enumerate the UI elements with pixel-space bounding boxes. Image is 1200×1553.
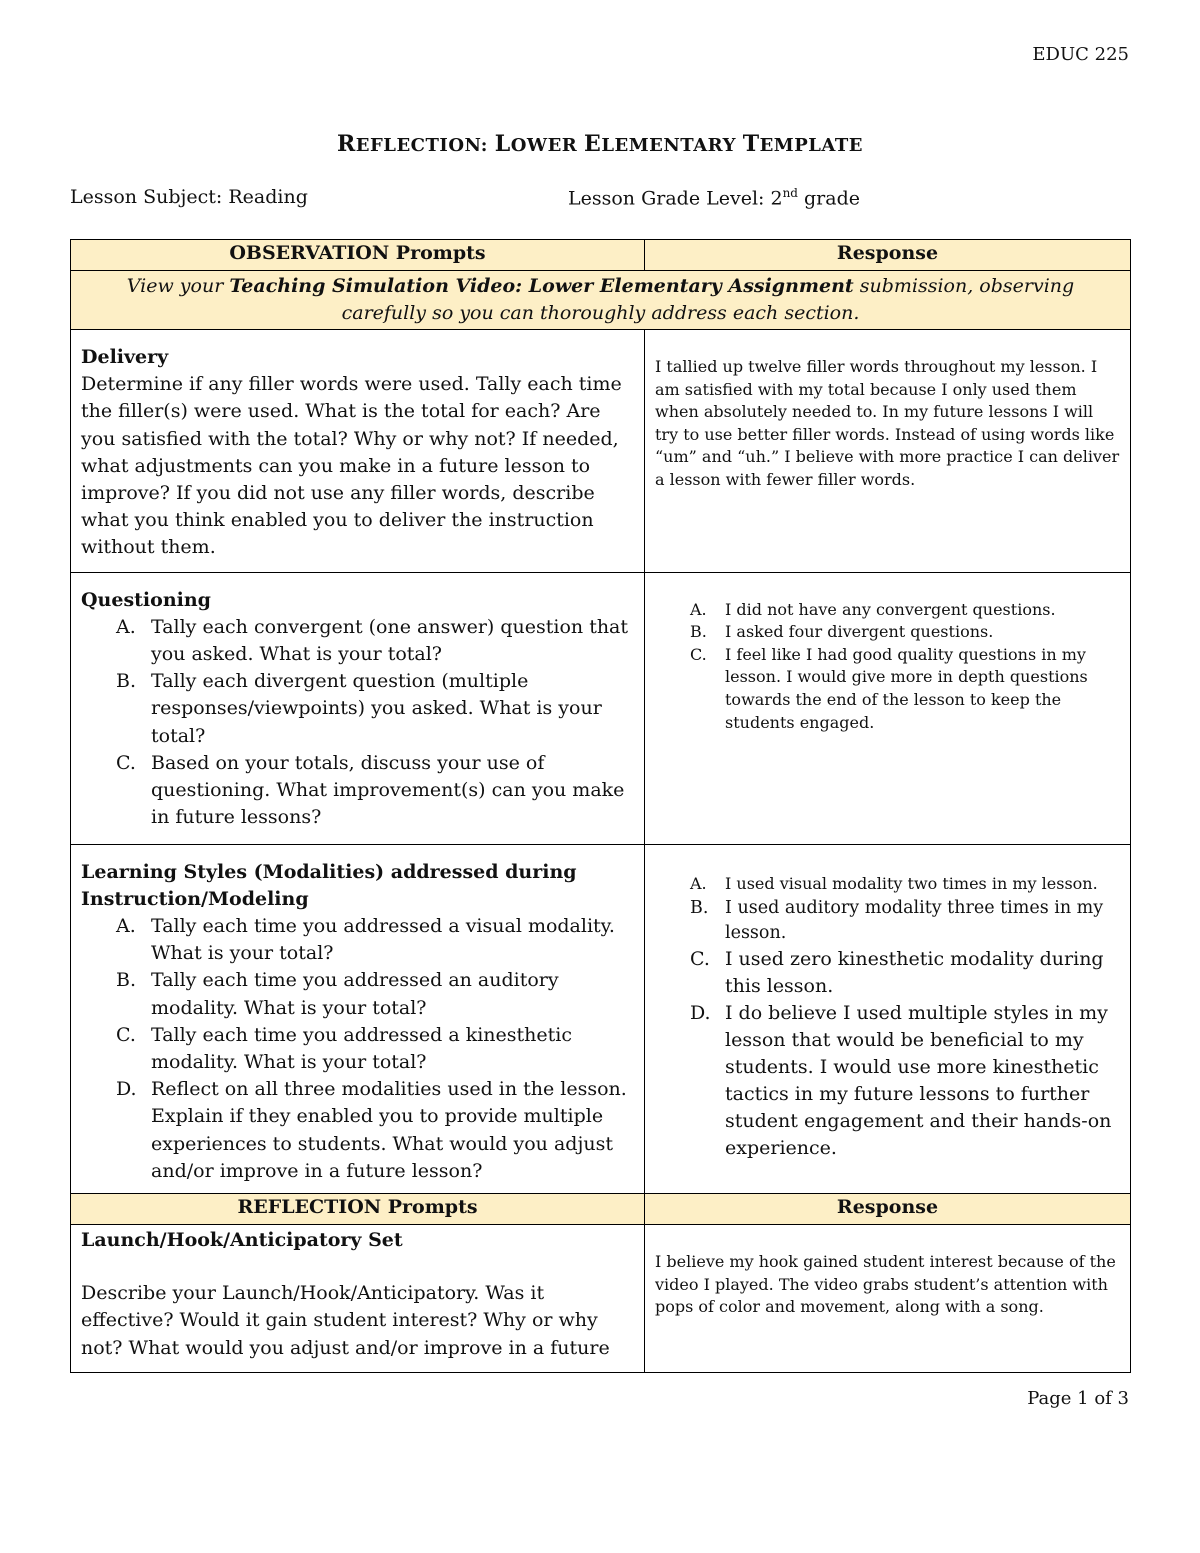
learning-styles-response[interactable] (645, 844, 1131, 1196)
reflection-response-header: Response (645, 1194, 1131, 1225)
observation-response-header: Response (645, 240, 1131, 271)
learning-styles-prompt-list (81, 913, 634, 1185)
document-title: REFLECTION: LOWER ELEMENTARY TEMPLATE (337, 131, 863, 157)
launch-prompt-cell (71, 1225, 645, 1373)
reflection-table (70, 1193, 1131, 1373)
list-item: B. I used auditory modality three times in my lesson. (690, 897, 1104, 943)
list-item: B. Tally each time you addressed an auditory modality. What is your total? (116, 969, 559, 1019)
launch-heading: Launch/Hook/Anticipatory Set (81, 1229, 403, 1251)
lesson-subject: Lesson Subject: Reading (70, 186, 308, 208)
questioning-heading: Questioning (81, 588, 211, 611)
learning-styles-prompt-cell (71, 844, 645, 1196)
learning-styles-response-list (655, 871, 1120, 1162)
delivery-heading: Delivery (81, 346, 169, 368)
observation-table (70, 239, 1131, 1197)
delivery-prompt: Determine if any filler words were used. Tally each time the filler(s) were used. What is the total for each? Are you satisfied with the total? Why or why not? If needed, what adjustments can you make in a future lesson to improve? If you did not use any filler words, describe what you think enabled you to deliver the instruction without them. (81, 373, 622, 559)
launch-prompt: Describe your Launch/Hook/Anticipatory. Was it effective? Would it gain student interest? Why or why not? What would you adjust and/or improve in a future (81, 1282, 610, 1359)
list-item: A. Tally each time you addressed a visual modality. What is your total? (116, 915, 615, 965)
questioning-prompt-cell (71, 572, 645, 844)
list-item: D. Reflect on all three modalities used in the lesson. Explain if they enabled you to provide multiple experiences to students. What would you adjust and/or improve in a future lesson? (116, 1078, 627, 1182)
list-item: B. I asked four divergent questions. (690, 622, 994, 642)
list-item: A. I did not have any convergent questions. (690, 599, 1056, 619)
list-item: A. I used visual modality two times in my lesson. (690, 873, 1098, 893)
lesson-grade-level: Lesson Grade Level: 2nd grade (568, 186, 861, 210)
course-code: EDUC 225 (1032, 44, 1129, 65)
list-item: B. Tally each divergent question (multiple responses/viewpoints) you asked. What is your total? (116, 670, 602, 747)
observation-prompts-header: OBSERVATION Prompts (71, 240, 645, 271)
list-item: C. Based on your totals, discuss your use of questioning. What improvement(s) can you make in future lessons? (116, 751, 625, 829)
delivery-response[interactable]: I tallied up twelve filler words throughout my lesson. I am satisfied with my total because I only used them when absolutely needed to. In my future lessons I will try to use better filler words. Instead of using words like “um” and “uh.” I believe with more practice I can deliver a lesson with fewer filler words. (645, 330, 1131, 573)
launch-response[interactable]: I believe my hook gained student interest because of the video I played. The video grabs student’s attention with pops of color and movement, along with a song. (645, 1225, 1131, 1373)
list-item: D. I do believe I used multiple styles in my lesson that would be beneficial to my students. I would use more kinesthetic tactics in my future lessons to further student engagement and their hands-on experience. (690, 1001, 1112, 1159)
delivery-prompt-cell (71, 330, 645, 573)
list-item: C. I used zero kinesthetic modality during this lesson. (690, 947, 1104, 997)
observation-instructions: View your Teaching Simulation Video: Lower Elementary Assignment submission, observing carefully so you can thoroughly address each section. (71, 271, 1131, 330)
questioning-response[interactable] (645, 572, 1131, 844)
list-item: C. I feel like I had good quality questions in my lesson. I would give more in depth questions towards the end of the lesson to keep the students engaged. (690, 644, 1088, 732)
questioning-response-list (655, 599, 1120, 735)
list-item: A. Tally each convergent (one answer) question that you asked. What is your total? (116, 615, 629, 666)
learning-styles-heading: Learning Styles (Modalities) addressed during Instruction/Modeling (81, 860, 577, 910)
questioning-prompt-list (81, 614, 634, 832)
reflection-prompts-header: REFLECTION Prompts (71, 1194, 645, 1225)
page-number: Page 1 of 3 (1027, 1388, 1129, 1409)
list-item: C. Tally each time you addressed a kinesthetic modality. What is your total? (116, 1023, 572, 1074)
